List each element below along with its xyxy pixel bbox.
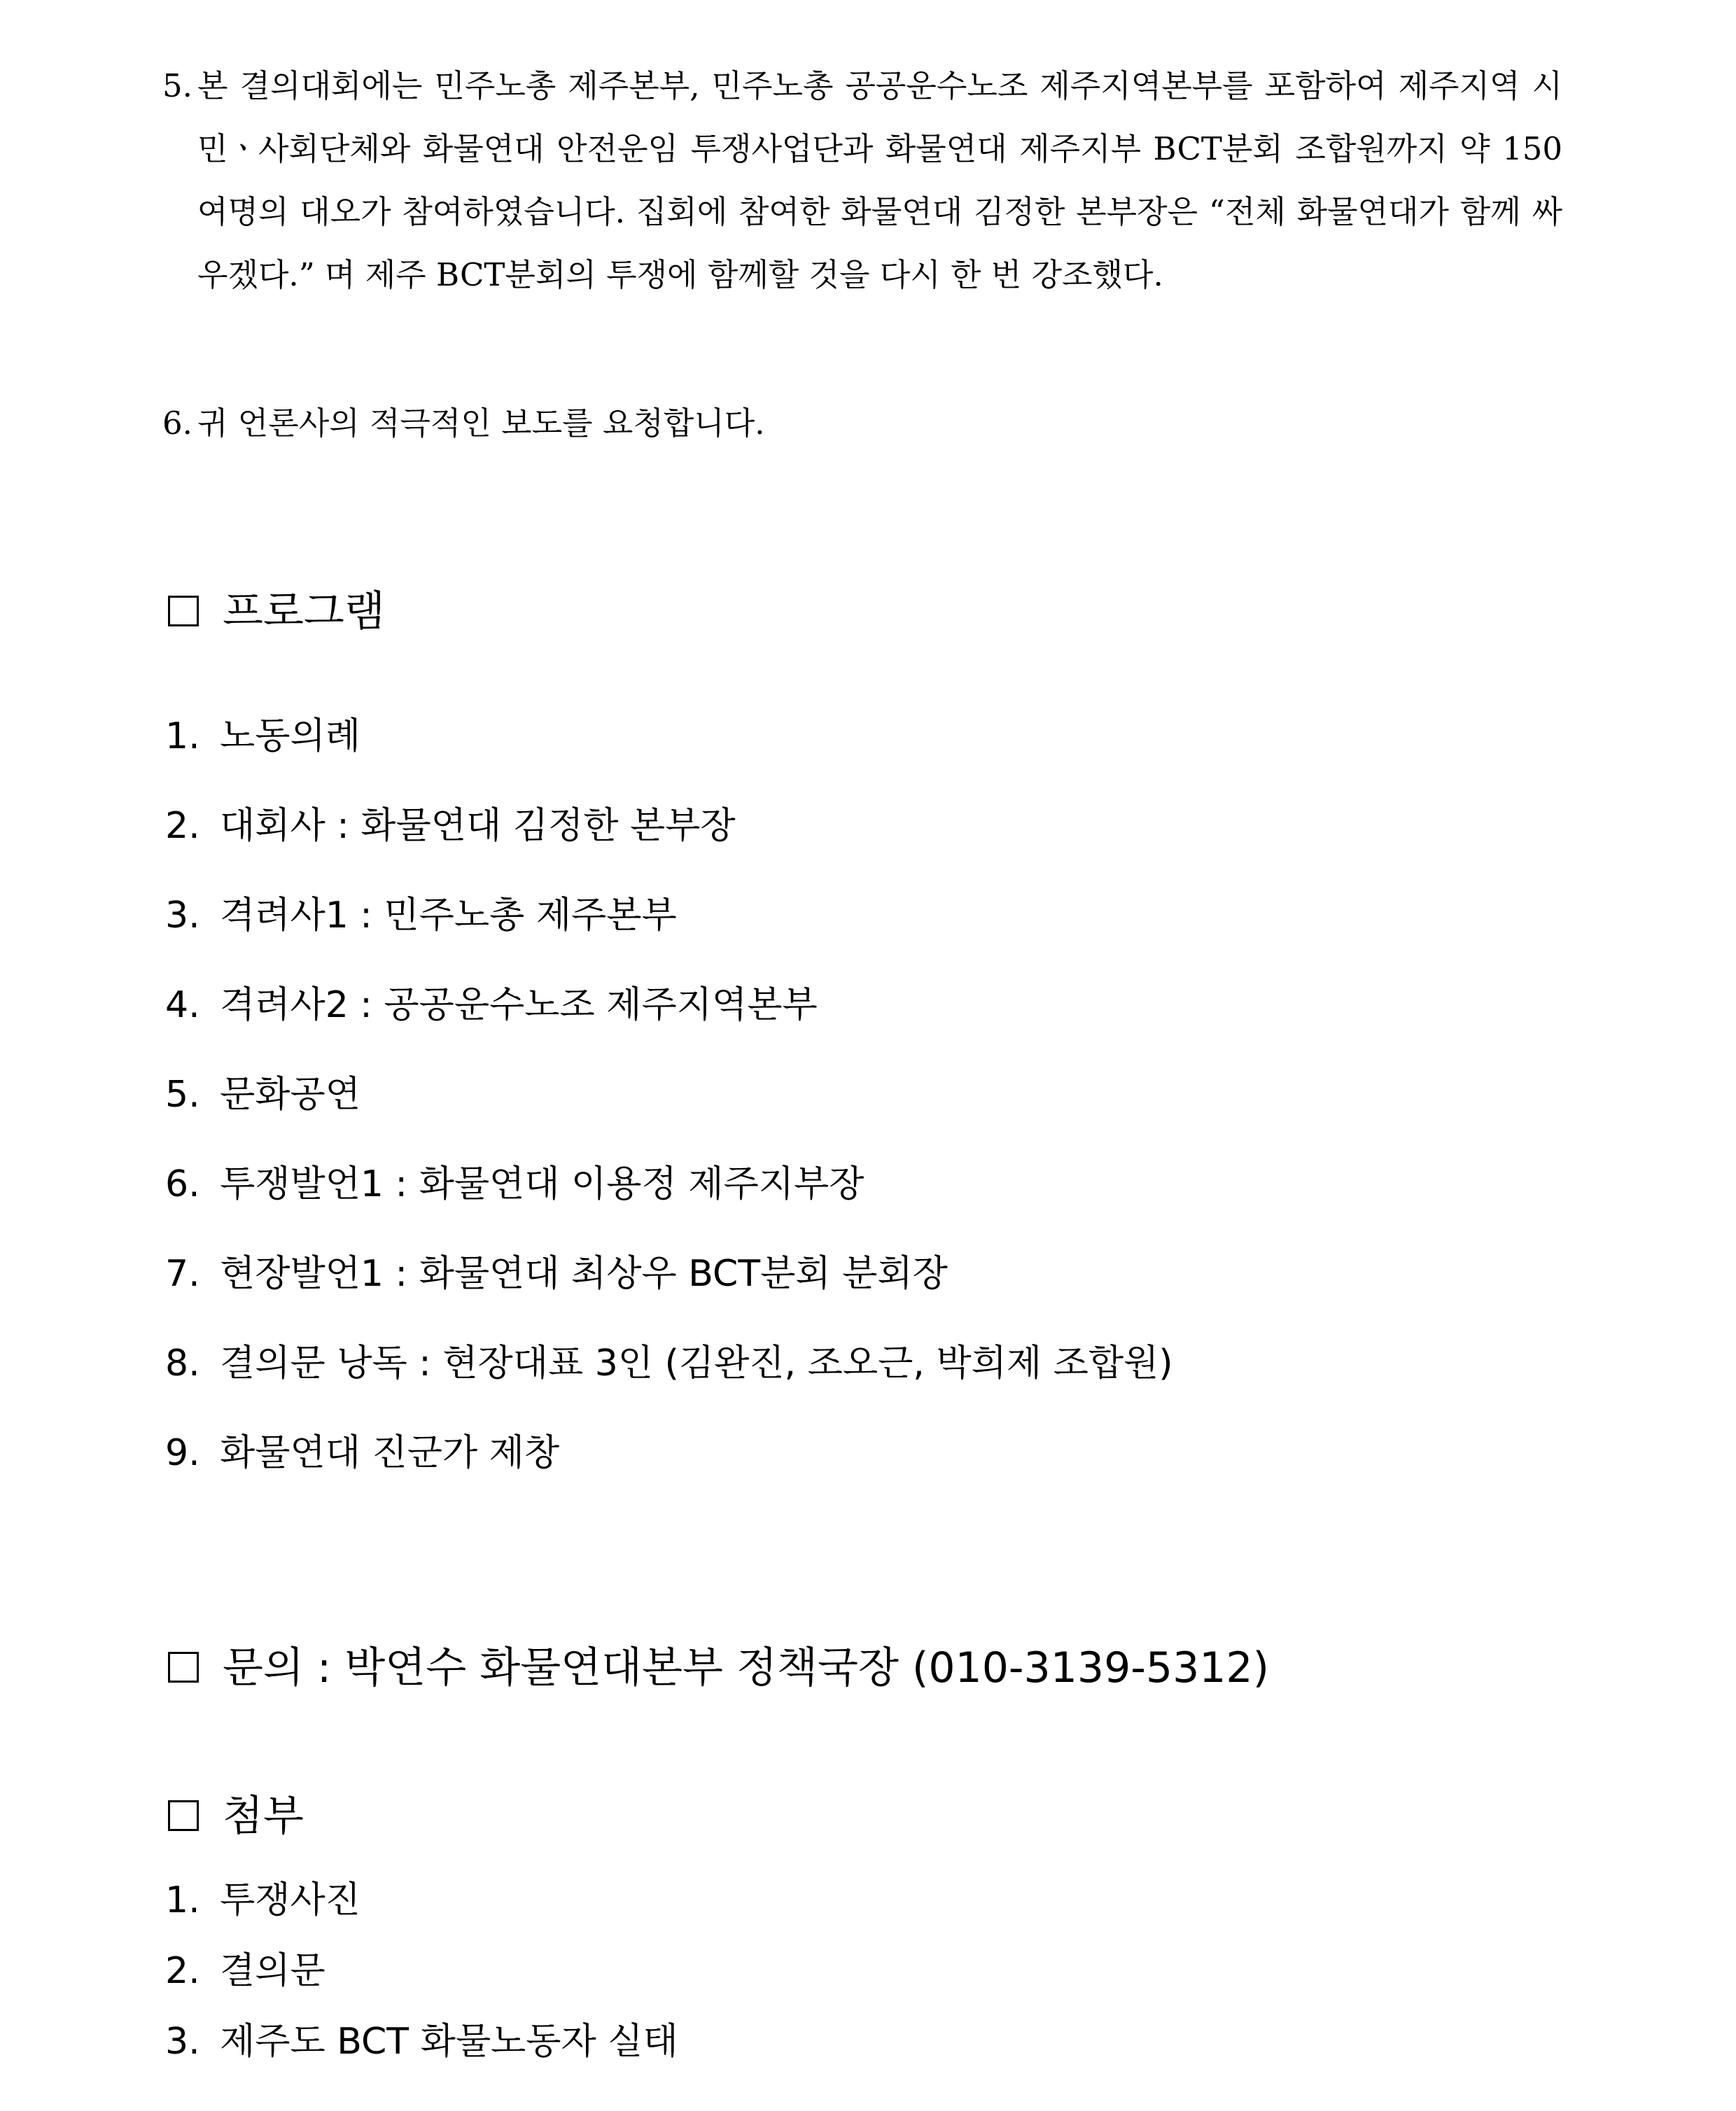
contact-heading-text: 문의 : 박연수 화물연대본부 정책국장 (010-3139-5312) — [223, 1643, 1270, 1692]
attachment-item — [165, 2017, 678, 2066]
program-item-number: 7. — [165, 1253, 200, 1295]
program-item-text: 격려사1 : 민주노총 제주본부 — [220, 895, 677, 937]
program-item-text: 노동의례 — [220, 715, 360, 757]
program-item-number: 5. — [165, 1074, 200, 1116]
checkbox-square-icon — [168, 596, 199, 626]
program-item-number: 8. — [165, 1342, 200, 1384]
attachment-item — [165, 1947, 326, 1996]
paragraph-item-6 — [162, 392, 1562, 455]
paragraph-number: 5. — [162, 67, 192, 104]
paragraph-number: 6. — [162, 405, 192, 442]
program-item — [165, 891, 677, 940]
program-item-text: 격려사2 : 공공운수노조 제주지역본부 — [220, 984, 818, 1026]
checkbox-square-icon — [168, 1652, 199, 1683]
program-item-number: 3. — [165, 895, 200, 937]
paragraph-text: 본 결의대회에는 민주노총 제주본부, 민주노총 공공운수노조 제주지역본부를 포함하여 제주지역 시민ㆍ사회단체와 화물연대 안전운임 투쟁사업단과 화물연대 제주지부 BCT분회 조합원까지 약 150여명의 대오가 참여하였습니다. 집회에 참여한 화물연대 김정한 본부장은 “전체 화물연대가 함께 싸우겠다.” 며 제주 BCT분회의 투쟁에 함께할 것을 다시 한 번 강조했다. — [197, 67, 1562, 293]
program-item-text: 투쟁발언1 : 화물연대 이용정 제주지부장 — [220, 1163, 864, 1205]
program-item-text: 현장발언1 : 화물연대 최상우 BCT분회 분회장 — [220, 1253, 948, 1295]
program-item — [165, 712, 360, 761]
attachment-item-text: 결의문 — [220, 1950, 326, 1992]
program-item — [165, 1070, 360, 1119]
attachment-item — [165, 1876, 360, 1925]
paragraph-item-5 — [162, 55, 1562, 307]
program-item-number: 1. — [165, 715, 200, 757]
program-item — [165, 981, 818, 1030]
paragraph-text: 귀 언론사의 적극적인 보도를 요청합니다. — [197, 405, 765, 442]
program-item — [165, 1249, 948, 1298]
program-item-number: 6. — [165, 1163, 200, 1205]
attachment-item-number: 3. — [165, 2021, 200, 2063]
program-item — [165, 1339, 1173, 1388]
program-item — [165, 801, 736, 850]
attachment-item-text: 제주도 BCT 화물노동자 실태 — [220, 2021, 678, 2063]
program-heading — [168, 584, 385, 640]
attachment-item-text: 투쟁사진 — [220, 1879, 360, 1921]
program-item — [165, 1160, 864, 1209]
program-heading-text: 프로그램 — [223, 587, 385, 636]
program-item-number: 9. — [165, 1432, 200, 1474]
program-item-text: 화물연대 진군가 제창 — [220, 1432, 560, 1474]
attachment-item-number: 2. — [165, 1950, 200, 1992]
program-item-text: 문화공연 — [220, 1074, 360, 1116]
attachments-heading — [168, 1788, 304, 1844]
attachments-heading-text: 첨부 — [223, 1792, 304, 1841]
program-item-text: 대회사 : 화물연대 김정한 본부장 — [220, 805, 736, 847]
program-item-text: 결의문 낭독 : 현장대표 3인 (김완진, 조오근, 박희제 조합원) — [220, 1342, 1173, 1384]
contact-heading — [168, 1640, 1269, 1696]
checkbox-square-icon — [168, 1800, 199, 1831]
program-item-number: 2. — [165, 805, 200, 847]
attachment-item-number: 1. — [165, 1879, 200, 1921]
program-item — [165, 1429, 559, 1478]
program-item-number: 4. — [165, 984, 200, 1026]
